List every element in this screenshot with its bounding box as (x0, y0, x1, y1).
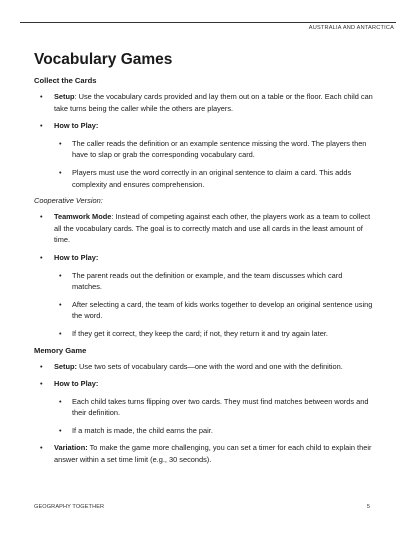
footer-book-title: GEOGRAPHY TOGETHER (34, 504, 105, 510)
memory-list (34, 361, 374, 466)
sub-list (54, 270, 374, 340)
section-heading-memory: Memory Game (34, 345, 87, 355)
list-item (34, 211, 374, 246)
sub-list-item: • If a match is made, the child earns the pair. (54, 425, 374, 437)
section-heading-collect: Collect the Cards (34, 76, 97, 85)
list-item (34, 361, 374, 373)
collect-list (34, 91, 374, 190)
setup-label: Setup (54, 92, 75, 101)
sub-list-item: • After selecting a card, the team of kids works together to develop an original sentence using the word. (54, 299, 374, 322)
how-to-play-label: How to Play: (54, 252, 99, 262)
section-heading-cooperative: Cooperative Version: (34, 196, 103, 206)
sub-list (54, 396, 374, 437)
list-item (34, 252, 374, 340)
variation-label: Variation: (54, 443, 88, 453)
sub-list-item: • The parent reads out the definition or example, and the team discusses which card matches. (54, 270, 374, 293)
teamwork-text: : Instead of competing against each other, the players work as a team to collect all the vocabulary cards. The goal is to correctly match and use all cards in the least amount of time. (54, 212, 371, 245)
list-item (34, 378, 374, 436)
list-item (34, 120, 374, 190)
setup-text: : Use the vocabulary cards provided and lay them out on a table or the floor. Each child can take turns being the caller while the others are players. (54, 92, 373, 113)
list-item (34, 91, 374, 114)
setup-label: Setup: (54, 361, 77, 371)
sub-list-item: • Each child takes turns flipping over two cards. They must find matches between words and their definition. (54, 396, 374, 419)
running-header: AUSTRALIA AND ANTARCTICA (308, 25, 394, 31)
sub-list-item: • The caller reads the definition or an example sentence missing the word. The players then have to slap or grab the corresponding vocabulary card. (54, 138, 374, 161)
list-item (34, 442, 374, 465)
variation-text: To make the game more challenging, you can set a timer for each child to explain their answer within a set time limit (e.g., 30 seconds). (54, 443, 372, 465)
page-content (34, 50, 374, 472)
sub-list (54, 138, 374, 190)
how-to-play-label: How to Play: (54, 121, 99, 131)
setup-text: Use two sets of vocabulary cards—one with the word and one with the definition. (77, 361, 343, 371)
how-to-play-label: How to Play: (54, 379, 99, 389)
sub-list-item: • If they get it correct, they keep the card; if not, they return it and try again later. (54, 328, 374, 340)
coop-list (34, 211, 374, 339)
page-number: 5 (366, 504, 370, 510)
page-title: Vocabulary Games (34, 51, 173, 68)
sub-list-item: • Players must use the word correctly in an original sentence to claim a card. This adds complexity and ensures comprehension. (54, 167, 374, 190)
header-rule (20, 22, 396, 23)
teamwork-label: Teamwork Mode (54, 212, 112, 222)
